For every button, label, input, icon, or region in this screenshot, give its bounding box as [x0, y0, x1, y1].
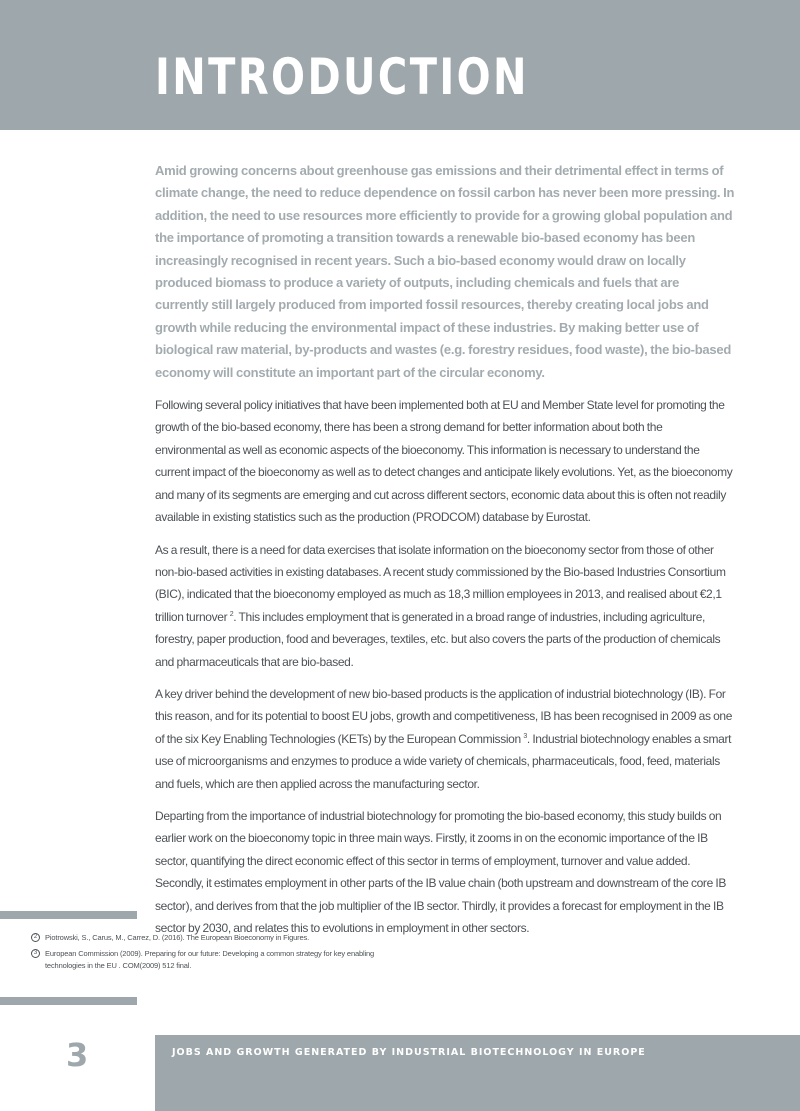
footnote-2 [31, 932, 411, 944]
header-band [0, 0, 800, 130]
paragraph-2-text-a: As a result, there is a need for data exercises that isolate information on the bioeconomy sector from those of other non-bio-based activities in existing databases. A recent study commissioned by the Bio-based Industries Consortium (BIC), indicated that the bioeconomy employed as much as 18,3 million employees in 2013, and realised about €2,1 trillion turnover [155, 542, 726, 624]
footnote-divider-bottom [0, 997, 137, 1005]
page-number: 3 [66, 1036, 89, 1074]
footnote-marker-icon: 3 [31, 949, 40, 958]
footnote-marker-icon: 2 [31, 933, 40, 942]
paragraph-2 [155, 539, 735, 673]
footnote-3 [31, 948, 411, 972]
footer-document-title: JOBS AND GROWTH GENERATED BY INDUSTRIAL BIOTECHNOLOGY IN EUROPE [172, 1047, 646, 1058]
paragraph-2-text-b: . This includes employment that is generated in a broad range of industries, including agriculture, forestry, paper production, food and beverages, textiles, etc. but also covers the parts of the production of chemicals and pharmaceuticals that are bio-based. [155, 609, 721, 669]
paragraph-3-text-b: . Industrial biotechnology enables a smart use of microorganisms and enzymes to produce a wide variety of chemicals, pharmaceuticals, food, feed, materials and fuels, which are then applied across the manufacturing sector. [155, 731, 732, 791]
footer-band [155, 1035, 800, 1111]
paragraph-3-text-a: A key driver behind the development of new bio-based products is the application of industrial biotechnology (IB). For this reason, and for its potential to boost EU jobs, growth and competitiveness, IB has been recognised in 2009 as one of the six Key Enabling Technologies (KETs) by the European Commission [155, 686, 733, 746]
page-title: INTRODUCTION [155, 48, 529, 106]
footnote-ref-2: 2 [229, 610, 234, 618]
footnotes [31, 932, 411, 976]
footnote-text: Piotrowski, S., Carus, M., Carrez, D. (2016). The European Bioeconomy in Figures. [45, 933, 310, 942]
lead-paragraph: Amid growing concerns about greenhouse gas emissions and their detrimental effect in terms of climate change, the need to reduce dependence on fossil carbon has never been more pressing. In addition, the need to use resources more efficiently to provide for a growing global population and the importance of promoting a transition towards a renewable bio-based economy has been increasingly recognised in recent years. Such a bio-based economy would draw on locally produced biomass to produce a variety of outputs, including chemicals and fuels that are currently still largely produced from imported fossil resources, thereby creating local jobs and growth while reducing the environmental impact of these industries. By making better use of biological raw material, by-products and wastes (e.g. forestry residues, food waste), the bio-based economy will constitute an important part of the circular economy. [155, 163, 735, 380]
footnote-text: European Commission (2009). Preparing for our future: Developing a common strategy for key enabling technologies in the EU . COM(2009) 512 final. [45, 949, 375, 970]
main-content [155, 160, 735, 949]
paragraph-3 [155, 683, 735, 795]
paragraph-4: Departing from the importance of industrial biotechnology for promoting the bio-based economy, this study builds on earlier work on the bioeconomy topic in three main ways. Firstly, it zooms in on the economic importance of the IB sector, quantifying the direct economic effect of this sector in terms of employment, turnover and value added. Secondly, it estimates employment in other parts of the IB value chain (both upstream and downstream of the core IB sector), and derives from that the job multiplier of the IB sector. Thirdly, it provides a forecast for employment in the IB sector by 2030, and relates this to evolutions in employment in other sectors. [155, 808, 727, 935]
paragraph-1: Following several policy initiatives that have been implemented both at EU and Member State level for promoting the growth of the bio-based economy, there has been a strong demand for better information about both the environmental as well as economic aspects of the bioeconomy. This information is necessary to understand the current impact of the bioeconomy as well as to detect changes and anticipate likely evolutions. Yet, as the bioeconomy and many of its segments are emerging and cut across different sectors, economic data about this is often not readily available in existing statistics such as the production (PRODCOM) database by Eurostat. [155, 398, 733, 525]
footnote-ref-3: 3 [523, 732, 527, 740]
footnote-divider-top [0, 911, 137, 919]
